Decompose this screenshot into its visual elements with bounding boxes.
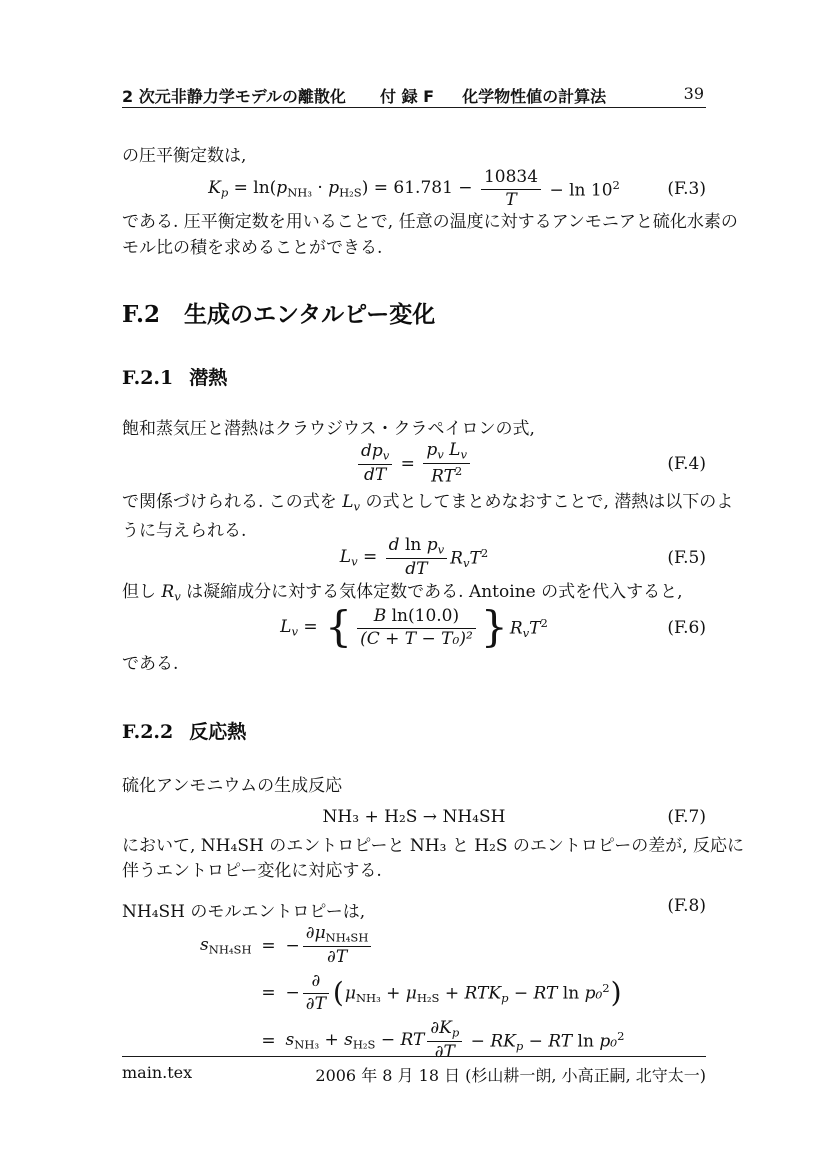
text-line: モル比の積を求めることができる. xyxy=(122,238,383,258)
math-sup: 2 xyxy=(612,177,620,192)
paragraph-dearu xyxy=(122,651,714,677)
subsection-number: F.2.2 xyxy=(122,721,174,743)
math-fn: ln(10.0) xyxy=(386,605,460,626)
math-sub: H₂S xyxy=(352,1037,376,1052)
math-var: dp xyxy=(360,441,383,462)
equation-f3 xyxy=(122,165,706,213)
math-var: K xyxy=(208,178,221,199)
math-expression xyxy=(340,547,383,568)
math-rhs xyxy=(286,924,625,967)
math-sup: 2 xyxy=(480,546,489,561)
math-sub: v xyxy=(462,555,470,570)
math-op: · xyxy=(312,178,329,199)
math-var: RT xyxy=(431,466,455,487)
math-var: T xyxy=(469,548,481,569)
math-var: T xyxy=(529,618,541,639)
math-expression: NH₃ + H₂S → NH₄SH xyxy=(322,807,506,827)
math-num: 10834 xyxy=(483,166,539,187)
equation-label-f7: (F.7) xyxy=(667,807,706,827)
text-line: で関係づけられる. この式を xyxy=(122,492,343,512)
numerator xyxy=(427,1019,462,1041)
right-paren: ) xyxy=(610,976,622,1010)
math-sup: 2 xyxy=(617,1029,625,1044)
math-expression xyxy=(280,617,323,638)
denominator xyxy=(386,558,448,580)
numerator xyxy=(357,607,476,628)
math-sub: v xyxy=(437,542,445,557)
math-op: − xyxy=(285,983,300,1004)
math-fn: ln xyxy=(572,1031,600,1052)
page-number: 39 xyxy=(683,84,704,103)
math-var: − RT xyxy=(508,983,558,1004)
text-line: の圧平衡定数は, xyxy=(122,146,247,166)
math-var: dT xyxy=(364,465,387,486)
math-sub: H₂S xyxy=(339,185,362,200)
math-expression xyxy=(544,178,620,200)
math-sub: p xyxy=(220,185,229,200)
math-expression xyxy=(286,983,300,1003)
math-var: s xyxy=(200,934,209,955)
equation-f5 xyxy=(122,535,706,580)
math-var: B xyxy=(373,605,387,626)
paragraph-reaction-intro xyxy=(122,773,714,799)
math-sub: H₂S xyxy=(416,991,440,1006)
subsection-heading-f21 xyxy=(122,363,227,390)
equation-label-f8: (F.8) xyxy=(667,896,706,916)
math-var: − RT xyxy=(375,1030,425,1051)
text-line: は凝縮成分に対する気体定数である. Antoine の式を代入すると, xyxy=(180,582,683,602)
numerator xyxy=(386,536,448,558)
math-sub: v xyxy=(291,624,298,639)
fraction xyxy=(481,168,541,210)
equation-f6 xyxy=(122,603,706,653)
math-var: p xyxy=(426,440,438,461)
paragraph-entropy-difference xyxy=(122,834,745,884)
math-expression xyxy=(286,1030,425,1051)
paragraph-clausius-intro xyxy=(122,416,714,442)
math-sub: v xyxy=(382,448,390,463)
math-var: + RTK xyxy=(439,983,502,1004)
math-op: = xyxy=(395,454,421,474)
math-var: + s xyxy=(319,1030,353,1051)
math-expression xyxy=(510,616,548,640)
text-line: の式としてまとめなおすことで, 潜熱は以下のよ xyxy=(360,492,734,512)
math-sup: 2 xyxy=(602,981,610,996)
math-var: (C + T − T₀)² xyxy=(360,628,473,649)
math-var: − RK xyxy=(465,1031,516,1052)
denominator xyxy=(427,1041,462,1063)
math-var: + μ xyxy=(380,983,417,1004)
math-op: ) = 61.781 − xyxy=(361,178,478,199)
footer-date-authors: 2006 年 8 月 18 日 (杉山耕一朗, 小高正嗣, 北守太一) xyxy=(315,1066,706,1085)
equation-f4 xyxy=(122,442,706,486)
paragraph-molar-entropy xyxy=(122,899,714,925)
math-var: p xyxy=(328,178,340,199)
math-sub: v xyxy=(460,447,467,462)
equation-f7 xyxy=(122,804,706,830)
equation-array xyxy=(200,924,624,1063)
math-var: ∂T xyxy=(434,1042,455,1063)
math-lhs xyxy=(200,935,252,956)
equals-sign: = xyxy=(261,935,276,956)
denominator xyxy=(357,628,476,650)
fraction xyxy=(357,607,476,649)
math-var: s xyxy=(285,1030,295,1051)
math-op: = xyxy=(357,547,383,568)
math-var: R xyxy=(161,582,175,602)
math-op: − ln 10 xyxy=(544,180,613,201)
math-var: p₀ xyxy=(584,983,603,1004)
math-sub: NH₄SH xyxy=(325,930,369,945)
left-brace: { xyxy=(325,602,353,652)
fraction xyxy=(303,924,372,967)
math-sub: v xyxy=(174,589,181,604)
denominator xyxy=(423,463,470,487)
math-expression xyxy=(208,178,478,199)
math-var: p xyxy=(276,178,288,199)
math-sub: v xyxy=(351,554,358,569)
fraction xyxy=(386,536,448,579)
equation-label-f5: (F.5) xyxy=(667,548,706,568)
equation-label-f6: (F.6) xyxy=(667,618,706,638)
running-header-center xyxy=(380,84,606,107)
left-paren: ( xyxy=(332,976,344,1010)
math-expression xyxy=(286,936,300,956)
text-line: において, NH₄SH のエントロピーと NH₃ と H₂S のエントロピーの差が, 反応に xyxy=(122,836,745,856)
right-brace: } xyxy=(480,602,508,652)
equals-sign: = xyxy=(261,983,276,1004)
math-sub: NH₃ xyxy=(355,991,381,1006)
math-var: μ xyxy=(344,983,356,1004)
equals-sign: = xyxy=(261,1031,276,1052)
math-var: d xyxy=(388,535,400,556)
footer-filename: main.tex xyxy=(122,1063,193,1082)
math-sup: 2 xyxy=(540,616,548,631)
math-var: ∂T xyxy=(327,946,348,967)
math-var: p xyxy=(426,535,438,556)
math-var: ∂μ xyxy=(305,923,326,943)
fraction xyxy=(303,972,329,1014)
text-line: NH₄SH のモルエントロピーは, xyxy=(122,902,366,922)
math-sub: p xyxy=(451,1025,460,1040)
fraction xyxy=(358,442,392,485)
subsection-number: F.2.1 xyxy=(122,367,174,389)
denominator xyxy=(358,464,392,486)
denominator xyxy=(303,993,329,1015)
math-sub: v xyxy=(353,499,361,514)
math-var: dT xyxy=(405,559,428,580)
equation-label-f4: (F.4) xyxy=(667,454,706,474)
denominator xyxy=(481,189,541,211)
math-var: L xyxy=(339,547,352,568)
subsection-heading-f22 xyxy=(122,717,246,744)
math-expression xyxy=(465,1029,624,1053)
math-sub: NH₃ xyxy=(294,1037,320,1052)
math-sub: NH₃ xyxy=(287,185,312,200)
math-sub: v xyxy=(522,625,530,640)
section-number: F.2 xyxy=(122,301,161,328)
equation-label-f3: (F.3) xyxy=(667,179,706,199)
text-line: 硫化アンモニウムの生成反応 xyxy=(122,776,343,796)
text-line: 伴うエントロピー変化に対応する. xyxy=(122,861,382,881)
text-line: である. xyxy=(122,654,179,674)
subsection-title: 潜熱 xyxy=(189,367,228,389)
math-var: ∂ xyxy=(311,971,321,992)
section-heading-f2 xyxy=(122,296,435,329)
math-sup: 2 xyxy=(454,463,463,478)
math-var: R xyxy=(509,618,523,639)
numerator xyxy=(423,441,470,463)
math-var: L xyxy=(443,440,461,461)
math-rhs xyxy=(286,972,625,1014)
math-expression xyxy=(345,981,610,1005)
text-line: 但し xyxy=(122,582,162,602)
numerator xyxy=(303,924,372,946)
section-title: 生成のエンタルピー変化 xyxy=(184,302,436,328)
math-var: T xyxy=(505,189,517,210)
page-header xyxy=(122,84,706,108)
text-line: である. 圧平衡定数を用いることで, 任意の温度に対するアンモニアと硫化水素の xyxy=(122,212,738,232)
math-sub: v xyxy=(437,447,444,462)
appendix-label: 付 録 F xyxy=(380,87,435,106)
appendix-title: 化学物性値の計算法 xyxy=(462,87,607,106)
math-op: − xyxy=(285,935,300,956)
paragraph-equilibrium-use xyxy=(122,209,738,261)
math-fn: ln xyxy=(399,535,427,556)
math-sub: NH₄SH xyxy=(208,942,252,957)
chemical-formula xyxy=(323,807,506,827)
math-var: ∂K xyxy=(430,1018,452,1039)
math-expression xyxy=(450,546,488,570)
footer-rule xyxy=(122,1056,706,1057)
numerator xyxy=(303,972,329,993)
numerator xyxy=(481,168,541,189)
math-var: − RT xyxy=(523,1031,573,1052)
math-sub: p xyxy=(515,1038,524,1053)
running-header-left: 2 次元非静力学モデルの離散化 xyxy=(122,87,346,106)
fraction xyxy=(423,441,470,487)
math-op: = ln( xyxy=(228,178,277,199)
math-var: L xyxy=(342,492,354,512)
math-fn: ln xyxy=(557,983,585,1004)
text-line: うに与えられる. xyxy=(122,521,247,542)
math-var: ∂T xyxy=(305,993,326,1014)
math-var: L xyxy=(280,617,292,638)
math-op: = xyxy=(297,617,324,638)
math-sub: p xyxy=(501,991,509,1006)
denominator xyxy=(303,946,372,968)
math-var: p₀ xyxy=(599,1031,618,1052)
math-var: R xyxy=(450,548,463,569)
subsection-title: 反応熱 xyxy=(189,721,247,743)
text-line: 飽和蒸気圧と潜熱はクラウジウス・クラペイロンの式, xyxy=(122,419,535,439)
math-expression xyxy=(395,454,420,474)
numerator xyxy=(358,442,392,464)
